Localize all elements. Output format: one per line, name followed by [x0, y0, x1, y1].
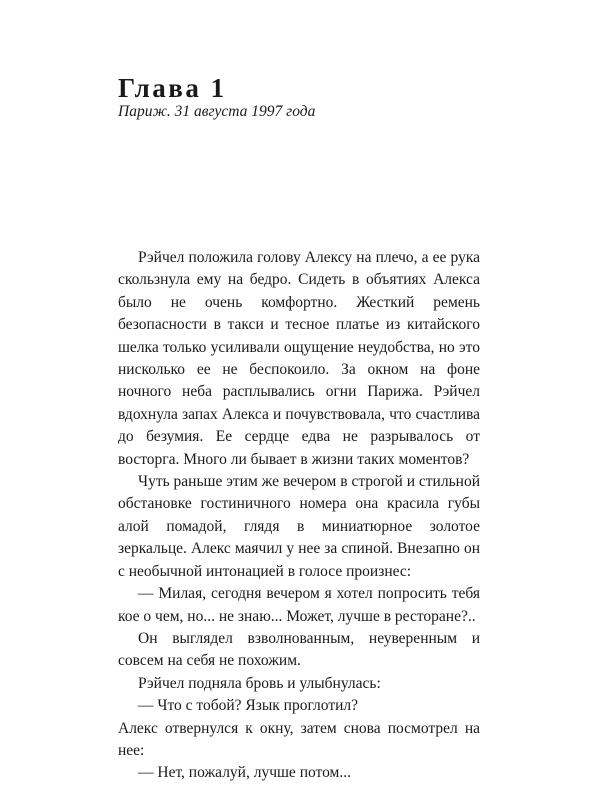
- chapter-subtitle: Париж. 31 августа 1997 года: [118, 103, 316, 120]
- paragraph: Алекс отвернулся к окну, затем снова посмотрел на нее:: [118, 719, 480, 759]
- dialogue-line: — Что с тобой? Язык проглотил?: [138, 697, 359, 715]
- dialogue-line: — Милая, сегодня вечером я хотел попросить тебя кое о чем, но... не знаю... Может, лучше в ресторане?..: [118, 585, 480, 625]
- paragraph: Чуть раньше этим же вечером в строгой и стильной обстановке гостиничного номера она красила губы алой помадой, глядя в миниатюрное золотое зеркальце. Алекс маячил у нее за спиной. Внезапно он с необычной интонацией в голосе произнес:: [118, 473, 480, 580]
- paragraph: Рэйчел положила голову Алексу на плечо, а ее рука скользнула ему на бедро. Сидеть в объятиях Алекса было не очень комфортно. Жесткий ремень безопасности в такси и тесное платье из китайского шелка только усиливали ощущение неудобства, но это нисколько ее не беспокоило. За окном на фоне ночного неба расплывались огни Парижа. Рэйчел вдохнула запах Алекса и почувствовала, что счастлива до безумия. Ее сердце едва не разрывалось от восторга. Много ли бывает в жизни таких моментов?: [118, 249, 480, 468]
- body-text: [118, 247, 480, 785]
- dialogue-line: — Нет, пожалуй, лучше потом...: [138, 764, 351, 782]
- paragraph: Рэйчел подняла бровь и улыбнулась:: [138, 674, 381, 692]
- chapter-title: Глава 1: [118, 73, 227, 103]
- paragraph: Он выглядел взволнованным, неуверенным и совсем на себя не похожим.: [118, 629, 480, 670]
